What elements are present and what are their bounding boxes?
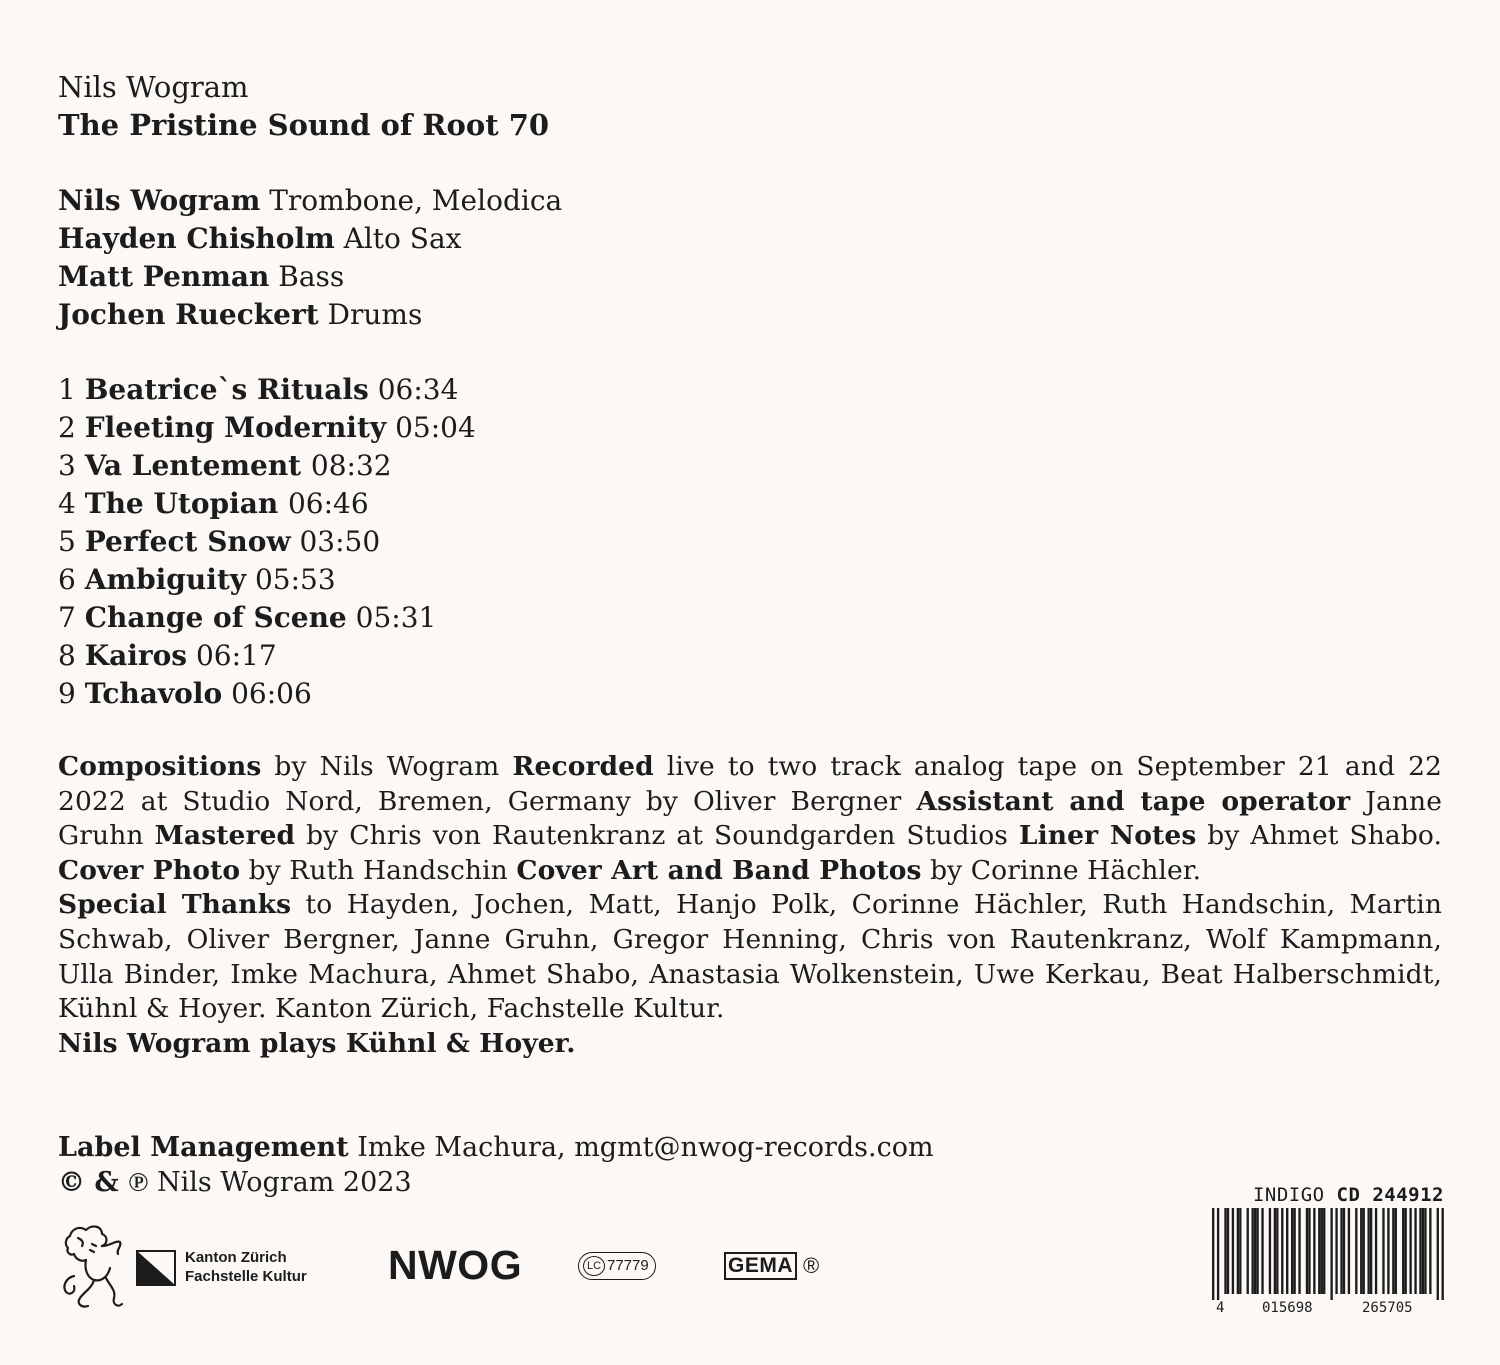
logo-row — [58, 1218, 858, 1313]
kanton-line1: Kanton Zürich — [185, 1249, 287, 1266]
barcode-bar — [1419, 1208, 1421, 1294]
endorsement — [58, 1027, 1442, 1062]
barcode-bar — [1291, 1208, 1293, 1294]
copyright-text: Nils Wogram 2023 — [148, 1167, 412, 1198]
credit-label: Special Thanks — [58, 889, 292, 921]
lc-prefix: LC — [583, 1256, 605, 1276]
credit-text: by Corinne Hächler. — [921, 854, 1202, 886]
track-number: 9 — [58, 677, 76, 710]
track-title: Va Lentement — [84, 449, 311, 482]
track-list — [58, 371, 476, 713]
barcode-bar — [1261, 1208, 1263, 1294]
track-duration: 05:04 — [395, 411, 476, 444]
registered-mark: ® — [803, 1253, 820, 1278]
track-item — [58, 371, 476, 409]
barcode-bar — [1355, 1208, 1357, 1294]
track-number: 2 — [58, 411, 76, 444]
credit-text: Janne Gruhn — [58, 785, 1442, 852]
barcode-icon — [1212, 1208, 1444, 1300]
barcode-right-digits: 265705 — [1362, 1300, 1413, 1316]
copyright-symbols: © & ℗ — [58, 1167, 149, 1198]
barcode-bar — [1402, 1208, 1404, 1294]
credit-label: Recorded — [512, 751, 654, 782]
musician-name: Jochen Rueckert — [58, 298, 319, 331]
zurich-lion-icon — [58, 1220, 128, 1312]
barcode-bar — [1343, 1208, 1345, 1294]
barcode-bar — [1308, 1208, 1310, 1294]
track-number: 1 — [58, 373, 76, 406]
track-item — [58, 485, 476, 523]
catalog-prefix: INDIGO — [1252, 1184, 1337, 1206]
barcode-bar — [1382, 1208, 1384, 1294]
track-duration: 03:50 — [299, 525, 381, 558]
credit-text: to Hayden, Jochen, Matt, Hanjo Polk, Corinne Hächler, Ruth Handschin, Martin Schwab, Oliver Bergner, Janne Gruhn, Gregor Henning, Chris von Rautenkranz, Wolf Kampmann, Ulla Binder, Imke Machura, Ahmet Shabo, Anastasia Wolkenstein, Uwe Kerkau, Beat Halberschmidt, Kühnl & Hoyer. Kanton Zürich, Fachstelle Kultur. — [58, 889, 1442, 1025]
kanton-zurich-logo — [185, 1248, 307, 1286]
track-number: 7 — [58, 601, 76, 634]
track-duration: 06:06 — [231, 677, 312, 710]
credit-text: Imke Machura, mgmt@nwog-records.com — [348, 1132, 934, 1163]
barcode-bar — [1392, 1208, 1394, 1294]
track-title: Change of Scene — [84, 601, 347, 634]
personnel-item — [58, 220, 562, 258]
barcode-bar — [1254, 1208, 1256, 1294]
special-thanks — [58, 888, 1442, 1026]
barcode-bar — [1281, 1208, 1283, 1294]
barcode-bar — [1387, 1208, 1389, 1294]
barcode-bar — [1405, 1208, 1407, 1294]
barcode-bar — [1330, 1208, 1332, 1300]
label-management — [58, 1130, 934, 1165]
barcode-bar — [1247, 1208, 1249, 1294]
barcode-bar — [1321, 1208, 1323, 1294]
credits-section — [58, 750, 1442, 1061]
credit-label: Mastered — [154, 820, 296, 852]
personnel-list — [58, 182, 562, 334]
barcode-bar — [1335, 1208, 1337, 1294]
track-item — [58, 447, 476, 485]
credit-text: live to two track analog tape on September 21 and 22 2022 at Studio Nord, Bremen, Germany by Oliver Bergner — [58, 751, 1442, 817]
barcode-bar — [1424, 1208, 1426, 1294]
track-title: Beatrice`s Rituals — [84, 373, 369, 406]
barcode-bar — [1442, 1208, 1444, 1300]
barcode-bar — [1293, 1208, 1295, 1294]
musician-instrument: Bass — [278, 260, 345, 293]
barcode-bar — [1306, 1208, 1308, 1294]
credit-text: by Nils Wogram — [261, 751, 513, 782]
barcode-bar — [1363, 1208, 1365, 1294]
track-item — [58, 523, 476, 561]
track-duration: 05:53 — [254, 563, 336, 596]
catalog-number — [1212, 1184, 1444, 1206]
track-number: 4 — [58, 487, 76, 520]
credit-text: by Ruth Handschin — [240, 854, 517, 886]
label-info — [58, 1130, 934, 1200]
album-header — [58, 68, 549, 144]
gema-logo — [724, 1252, 819, 1280]
barcode-bar — [1256, 1208, 1258, 1294]
barcode-bar — [1276, 1208, 1278, 1294]
gema-text: GEMA — [724, 1252, 797, 1280]
barcode-bar — [1318, 1208, 1320, 1294]
musician-instrument: Trombone, Melodica — [269, 184, 563, 217]
track-item — [58, 675, 476, 713]
personnel-item — [58, 258, 562, 296]
barcode-bar — [1224, 1208, 1226, 1294]
credit-label: Compositions — [58, 751, 262, 782]
credit-text: by Ahmet Shabo. — [1196, 820, 1442, 852]
artist-name: Nils Wogram — [58, 70, 249, 104]
kanton-line2: Fachstelle Kultur — [185, 1268, 307, 1285]
track-title: Kairos — [84, 639, 188, 672]
track-title: Fleeting Modernity — [84, 411, 387, 444]
personnel-item — [58, 296, 562, 334]
track-duration: 08:32 — [310, 449, 392, 482]
track-title: Tchavolo — [84, 677, 223, 710]
musician-name: Nils Wogram — [58, 184, 261, 217]
barcode-bar — [1437, 1208, 1439, 1300]
track-item — [58, 561, 476, 599]
track-item — [58, 637, 476, 675]
musician-instrument: Drums — [327, 298, 423, 331]
musician-name: Matt Penman — [58, 260, 270, 293]
barcode-bar — [1239, 1208, 1241, 1294]
production-credits — [58, 750, 1442, 888]
barcode-digits — [1212, 1300, 1444, 1318]
barcode-bar — [1429, 1208, 1431, 1294]
barcode-bar — [1313, 1208, 1315, 1294]
barcode-bar — [1340, 1208, 1342, 1294]
barcode-bar — [1367, 1208, 1369, 1294]
barcode-bar — [1269, 1208, 1271, 1294]
track-duration: 06:46 — [287, 487, 369, 520]
barcode-bar — [1370, 1208, 1372, 1294]
barcode-bar — [1286, 1208, 1288, 1294]
credit-label: Cover Art and Band Photos — [516, 854, 922, 886]
musician-instrument: Alto Sax — [343, 222, 462, 255]
track-title: Ambiguity — [84, 563, 247, 596]
barcode-bar — [1232, 1208, 1234, 1294]
barcode-bar — [1409, 1208, 1411, 1294]
lc-number: 77779 — [607, 1257, 649, 1274]
barcode-bar — [1422, 1208, 1424, 1294]
track-title: Perfect Snow — [84, 525, 291, 558]
credit-label: Assistant and tape operator — [916, 785, 1351, 817]
track-number: 3 — [58, 449, 76, 482]
credit-label: Label Management — [58, 1132, 349, 1163]
barcode-bar — [1375, 1208, 1377, 1294]
track-duration: 06:17 — [195, 639, 277, 672]
barcode-bar — [1217, 1208, 1219, 1300]
track-number: 6 — [58, 563, 76, 596]
copyright — [58, 1165, 934, 1200]
credit-label: Cover Photo — [58, 854, 241, 886]
credit-text: by Chris von Rautenkranz at Soundgarden Studios — [295, 820, 1019, 852]
kanton-zurich-icon — [136, 1250, 176, 1286]
barcode-bar — [1212, 1208, 1214, 1300]
barcode-bar — [1237, 1208, 1239, 1294]
barcode-bar — [1395, 1208, 1397, 1294]
nwog-logo: NWOG — [388, 1242, 523, 1288]
barcode-bar — [1251, 1208, 1253, 1294]
credit-label: Liner Notes — [1018, 820, 1197, 852]
track-title: The Utopian — [84, 487, 288, 520]
barcode-bar — [1360, 1208, 1362, 1294]
barcode-first-digit: 4 — [1216, 1300, 1225, 1316]
barcode-left-digits: 015698 — [1262, 1300, 1313, 1316]
musician-name: Hayden Chisholm — [58, 222, 335, 255]
personnel-item — [58, 182, 562, 220]
barcode-section — [1212, 1184, 1444, 1318]
lc-badge — [578, 1252, 656, 1280]
track-number: 5 — [58, 525, 76, 558]
barcode-bar — [1414, 1208, 1416, 1294]
barcode-bar — [1227, 1208, 1229, 1294]
barcode-bar — [1274, 1208, 1276, 1294]
track-item — [58, 599, 476, 637]
endorsement-text: Nils Wogram plays Kühnl & Hoyer. — [58, 1027, 576, 1059]
barcode-bar — [1348, 1208, 1350, 1294]
track-duration: 05:31 — [355, 601, 437, 634]
album-title: The Pristine Sound of Root 70 — [58, 108, 550, 142]
track-number: 8 — [58, 639, 76, 672]
track-duration: 06:34 — [377, 373, 459, 406]
track-item — [58, 409, 476, 447]
catalog-code: CD 244912 — [1336, 1184, 1444, 1206]
barcode-bar — [1323, 1208, 1325, 1294]
barcode-bar — [1298, 1208, 1300, 1294]
